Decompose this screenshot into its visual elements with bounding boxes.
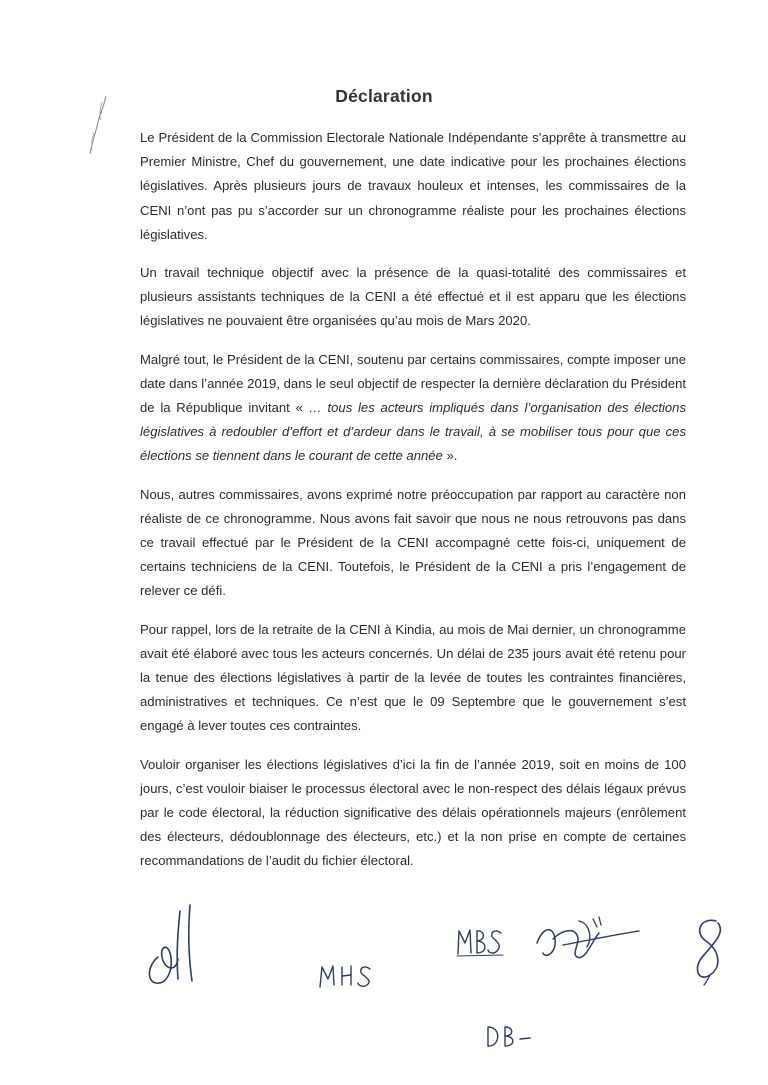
signature-block [0, 895, 768, 1075]
signature-db [485, 1023, 533, 1049]
paragraph-4: Nous, autres commissaires, avons exprimé notre préoccupation par rapport au caractère non réaliste de ce chronogramme. Nous avons fait savoir que nous ne nous retrouvons pas dans ce travail effectué par le Président de la CENI accompagné cette fois-ci, uniquement de certains techniciens de la CENI. Toutefois, le Président de la CENI a pris l’engagement de relever ce défi. [140, 486, 686, 599]
signature-mbs [455, 925, 505, 957]
paragraph-5: Pour rappel, lors de la retraite de la CENI à Kindia, au mois de Mai dernier, un chronogramme avait été élaboré avec tous les acteurs concernés. Un délai de 235 jours avait été retenu pour la tenue des élections législatives à partir de la levée de toutes les contraintes financières, administratives et techniques. Ce n’est que le 09 Septembre que le gouvernement s’est engagé à lever toutes ces contraintes. [140, 621, 686, 734]
page-title: Déclaration [335, 86, 433, 106]
signature-mhs [318, 963, 376, 989]
paragraph-2: Un travail technique objectif avec la présence de la quasi-totalité des commissaires et plusieurs assistants techniques de la CENI a été effectué et il est apparu que les élections législatives ne pouvaient être organisées qu’au mois de Mars 2020. [140, 265, 686, 329]
paragraph-3-lead: Malgré tout, le Président de la CENI, soutenu par certains commissaires, compte imposer une date dans l’année 2019, dans le seul objectif de respecter la dernière déclaration du Président de la République invitant « [140, 351, 686, 416]
signature-right [686, 915, 732, 987]
paragraph-3-close: ». [442, 448, 458, 464]
paragraph-3-quote: … tous les acteurs impliqués dans l’organisation des élections législatives à redoubler d’effort et d’ardeur dans le travail, à se mobiliser tous pour que ces élections se tiennent dans le courant de cette année [140, 400, 686, 464]
declaration-body [140, 126, 686, 888]
paragraph-3 [140, 348, 686, 469]
signature-scrawl [533, 913, 643, 968]
paragraph-1: Le Président de la Commission Electorale Nationale Indépendante s’apprête à transmettre au Premier Ministre, Chef du gouvernement, une date indicative pour les prochaines élections législatives. Après plusieurs jours de travaux houleux et intenses, les commissaires de la CENI n’ont pas pu s’accorder sur un chronogramme réaliste pour les prochaines élections législatives. [140, 130, 686, 242]
signature-left [140, 895, 210, 995]
paragraph-6: Vouloir organiser les élections législatives d’ici la fin de l’année 2019, soit en moins de 100 jours, c’est vouloir biaiser le processus électoral avec le non-respect des délais légaux prévus par le code électoral, la réduction significative des délais opérationnels majeurs (enrôlement des électeurs, dédoublonnage des électeurs, etc.) et la non prise en compte de certaines recommandations de l’audit du fichier électoral. [140, 756, 686, 869]
